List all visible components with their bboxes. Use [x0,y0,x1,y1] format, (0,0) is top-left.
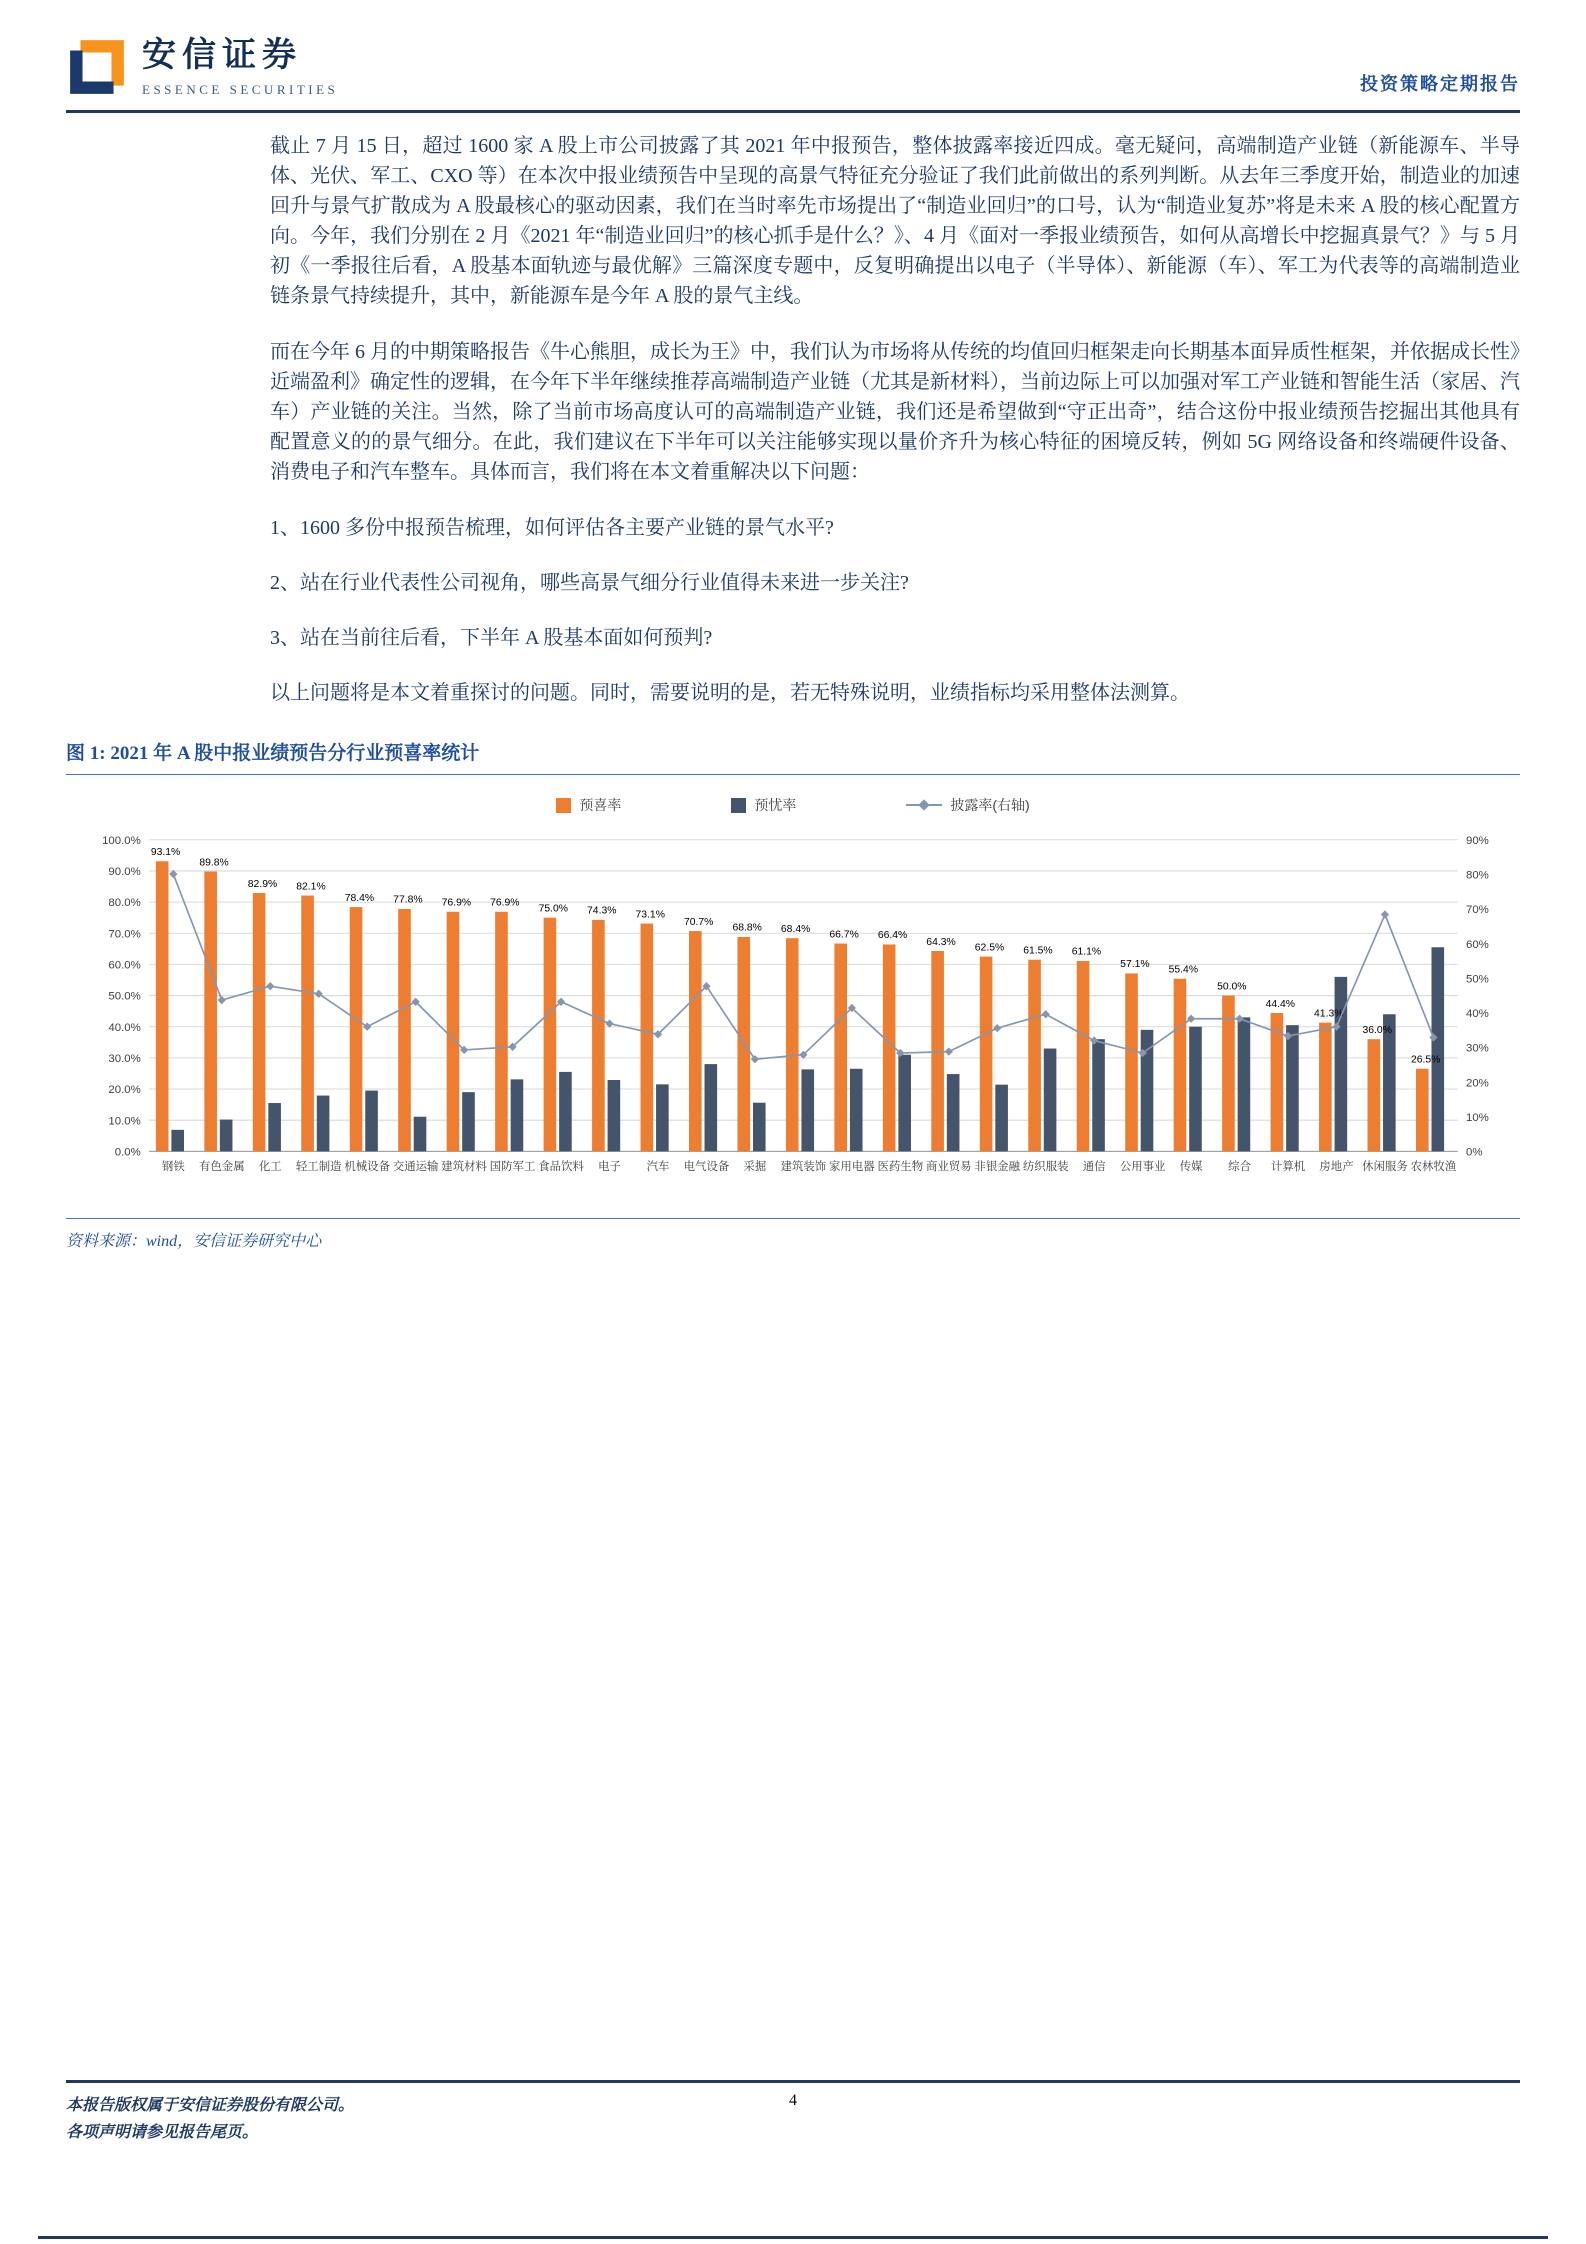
svg-text:26.5%: 26.5% [1410,1054,1441,1066]
svg-text:89.8%: 89.8% [199,857,229,869]
svg-text:电气设备: 电气设备 [683,1161,730,1174]
legend-item [731,795,796,815]
body-paragraph: 而在今年 6 月的中期策略报告《牛心熊胆，成长为王》中，我们认为市场将从传统的均值回归框架走向长期基本面异质性框架，并依据成长性》近端盈利》确定性的逻辑，在今年下半年继续推荐高端制造产业链（尤其是新材料），当前边际上可以加强对军工产业链和智能生活（家居、汽车）产业链的关注。当然，除了当前市场高度认可的高端制造产业链，我们还是希望做到“守正出奇”，结合这份中报业绩预告挖掘出其他具有配置意义的的景气细分。在此，我们建议在下半年可以关注能够实现以量价齐升为核心特征的困境反转，例如 5G 网络设备和终端硬件设备、消费电子和汽车整车。具体而言，我们将在本文着重解决以下问题： [270,341,1520,483]
svg-text:57.1%: 57.1% [1120,959,1150,971]
svg-text:10%: 10% [1465,1111,1489,1124]
figure-1 [66,738,1520,1251]
svg-text:55.4%: 55.4% [1168,964,1199,976]
bar-line-chart [66,795,1520,1210]
brand-name-en: ESSENCE SECURITIES [142,82,339,97]
svg-text:房地产: 房地产 [1319,1161,1354,1174]
legend-swatch-bar2 [731,798,746,813]
svg-text:30.0%: 30.0% [108,1053,141,1066]
svg-text:64.3%: 64.3% [926,936,956,948]
svg-text:轻工制造: 轻工制造 [295,1161,342,1174]
svg-text:44.4%: 44.4% [1265,998,1296,1010]
svg-text:68.8%: 68.8% [732,922,762,934]
svg-text:90%: 90% [1465,834,1489,847]
svg-text:交通运输: 交通运输 [392,1161,439,1174]
svg-text:76.9%: 76.9% [441,897,472,909]
svg-text:73.1%: 73.1% [635,909,665,921]
svg-text:采掘: 采掘 [743,1161,767,1174]
report-type-label: 投资策略定期报告 [1360,74,1520,94]
body-paragraph: 以上问题将是本文着重探讨的问题。同时，需要说明的是，若无特殊说明，业绩指标均采用整体法测算。 [270,682,1190,704]
svg-text:20%: 20% [1465,1077,1489,1090]
chart-legend [66,795,1520,815]
page-number: 4 [789,2092,797,2109]
chart-plot-area [66,819,1520,1205]
svg-text:80%: 80% [1465,869,1489,882]
svg-text:80.0%: 80.0% [108,897,141,910]
list-item: 2、站在行业代表性公司视角，哪些高景气细分行业值得未来进一步关注? [270,572,909,594]
svg-text:60.0%: 60.0% [108,959,141,972]
svg-text:纺织服装: 纺织服装 [1022,1161,1069,1174]
figure-title: 图 1: 2021 年 A 股中报业绩预告分行业预喜率统计 [66,738,1520,775]
svg-text:钢铁: 钢铁 [161,1161,185,1174]
svg-text:建筑装饰: 建筑装饰 [780,1161,827,1174]
legend-swatch-line [906,804,942,806]
svg-text:40%: 40% [1465,1008,1489,1021]
page-bottom-border [38,2236,1548,2239]
svg-text:建筑材料: 建筑材料 [441,1161,487,1174]
svg-text:农林牧渔: 农林牧渔 [1410,1161,1457,1174]
svg-text:76.9%: 76.9% [490,897,520,909]
svg-text:机械设备: 机械设备 [344,1161,391,1174]
svg-text:61.5%: 61.5% [1023,945,1053,957]
svg-text:62.5%: 62.5% [974,942,1005,954]
svg-text:36.0%: 36.0% [1362,1024,1392,1036]
svg-text:60%: 60% [1465,938,1489,951]
svg-text:综合: 综合 [1228,1161,1251,1174]
svg-text:10.0%: 10.0% [108,1115,141,1128]
svg-text:30%: 30% [1465,1042,1489,1055]
brand-name-cn: 安信证券 [142,37,302,74]
svg-text:传媒: 传媒 [1179,1161,1203,1174]
svg-text:通信: 通信 [1082,1161,1106,1174]
brand-logo [66,36,338,98]
legend-label: 预喜率 [579,797,622,813]
legend-item [906,795,1029,815]
svg-text:50.0%: 50.0% [108,990,141,1003]
svg-text:家用电器: 家用电器 [829,1161,875,1174]
svg-text:70.0%: 70.0% [108,928,141,941]
svg-text:100.0%: 100.0% [102,834,141,847]
svg-text:82.9%: 82.9% [247,878,278,890]
svg-text:20.0%: 20.0% [108,1084,141,1097]
list-item: 3、站在当前往后看，下半年 A 股基本面如何预判? [270,627,713,649]
svg-text:国防军工: 国防军工 [489,1161,536,1174]
copyright-line: 本报告版权属于安信证券股份有限公司。 [66,2097,355,2114]
svg-text:74.3%: 74.3% [587,905,617,917]
svg-text:50.0%: 50.0% [1217,981,1247,993]
svg-text:90.0%: 90.0% [108,866,141,879]
figure-source: 资料来源：wind，安信证券研究中心 [66,1218,1520,1251]
page-footer [66,2080,1520,2146]
svg-text:75.0%: 75.0% [538,903,569,915]
svg-text:78.4%: 78.4% [344,892,375,904]
svg-text:0.0%: 0.0% [114,1146,141,1159]
svg-text:40.0%: 40.0% [108,1021,141,1034]
svg-text:医药生物: 医药生物 [877,1161,924,1174]
svg-text:汽车: 汽车 [646,1161,670,1174]
brand-logo-icon [66,36,128,98]
svg-text:66.4%: 66.4% [877,930,908,942]
svg-text:食品饮料: 食品饮料 [538,1161,584,1174]
diamond-marker-icon [919,799,930,810]
legend-item [556,795,621,815]
legend-label: 披露率(右轴) [950,797,1030,813]
svg-text:61.1%: 61.1% [1071,946,1102,958]
footer-divider [66,2080,1520,2083]
svg-text:0%: 0% [1465,1146,1483,1159]
svg-text:41.3%: 41.3% [1314,1008,1344,1020]
svg-text:77.8%: 77.8% [393,894,423,906]
svg-text:50%: 50% [1465,973,1489,986]
svg-text:93.1%: 93.1% [150,847,181,859]
svg-text:休闲服务: 休闲服务 [1362,1161,1408,1174]
page-header [0,0,1586,98]
svg-text:非银金融: 非银金融 [974,1161,1021,1174]
svg-text:商业贸易: 商业贸易 [925,1161,972,1174]
legend-swatch-bar1 [556,798,571,813]
svg-text:70.7%: 70.7% [683,916,714,928]
list-item: 1、1600 多份中报预告梳理，如何评估各主要产业链的景气水平? [270,517,834,539]
legend-label: 预忧率 [754,797,797,813]
svg-text:电子: 电子 [598,1161,621,1174]
svg-text:计算机: 计算机 [1270,1161,1306,1174]
svg-text:70%: 70% [1465,904,1489,917]
report-body [270,131,1520,708]
header-divider [66,110,1520,113]
svg-text:化工: 化工 [258,1161,282,1174]
svg-text:68.4%: 68.4% [780,923,811,935]
body-paragraph: 截止 7 月 15 日，超过 1600 家 A 股上市公司披露了其 2021 年中报预告，整体披露率接近四成。毫无疑问，高端制造产业链（新能源车、半导体、光伏、军工、CXO 等）在本次中报业绩预告中呈现的高景气特征充分验证了我们此前做出的系列判断。从去年三季度开始，制造业的加速回升与景气扩散成为 A 股最核心的驱动因素，我们在当时率先市场提出了“制造业回归”的口号，认为“制造业复苏”将是未来 A 股的核心配置方向。今年，我们分别在 2 月《2021 年“制造业回归”的核心抓手是什么？》、4 月《面对一季报业绩预告，如何从高增长中挖掘真景气？》与 5 月初《一季报往后看，A 股基本面轨迹与最优解》三篇深度专题中，反复明确提出以电子（半导体）、新能源（车）、军工为代表等的高端制造业链条景气持续提升，其中，新能源车是今年 A 股的景气主线。 [270,135,1520,307]
svg-text:公用事业: 公用事业 [1119,1161,1166,1174]
disclaimer-line: 各项声明请参见报告尾页。 [66,2124,259,2141]
svg-text:82.1%: 82.1% [296,881,326,893]
svg-text:有色金属: 有色金属 [198,1161,245,1174]
svg-text:66.7%: 66.7% [829,929,859,941]
